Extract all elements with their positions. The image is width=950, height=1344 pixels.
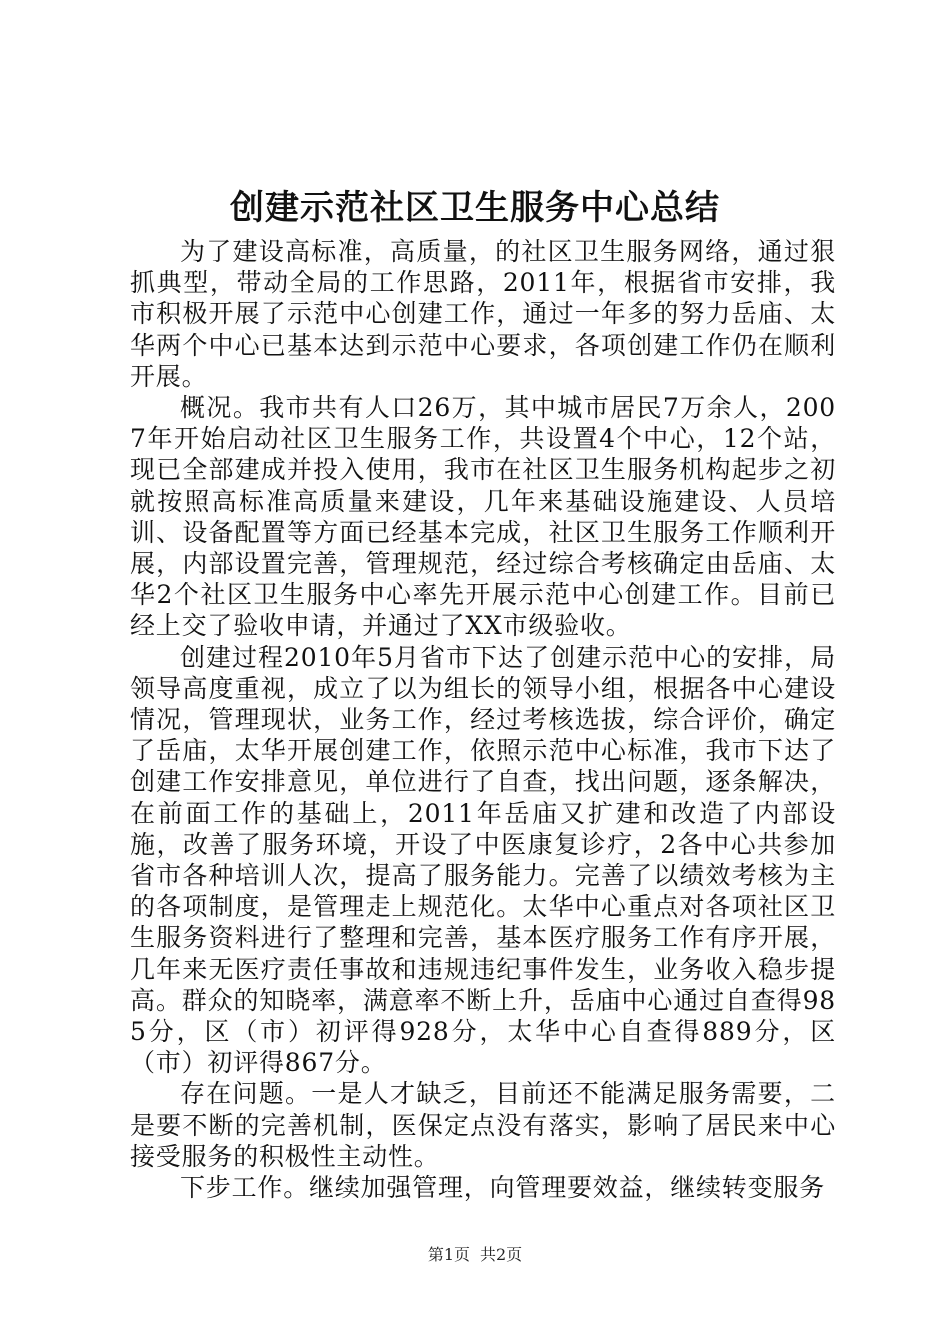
page-total: 共2页 xyxy=(480,1245,523,1264)
paragraph-next-steps: 下步工作。继续加强管理，向管理要效益，继续转变服务 xyxy=(180,1173,826,1203)
page-number: 第1页 xyxy=(427,1245,470,1264)
paragraph-overview: 概况。我市共有人口26万，其中城市居民7万余人，2007年开始启动社区卫生服务工作，共设置4个中心，12个站，现已全部建成并投入使用，我市在社区卫生服务机构起步之初就按照高标准高质量来建设，几年来基础设施建设、人员培训、设备配置等方面已经基本完成，社区卫生服务工作顺利开展，内部设置完善，管理规范，经过综合考核确定由岳庙、太华2个社区卫生服务中心率先开展示范中心创建工作。目前已经上交了验收申请，并通过了XX市级验收。 xyxy=(130,393,836,641)
document-title: 创建示范社区卫生服务中心总结 xyxy=(230,188,720,228)
page-footer xyxy=(0,1244,950,1266)
document-body xyxy=(130,236,836,1203)
paragraph-process: 创建过程2010年5月省市下达了创建示范中心的安排，局领导高度重视，成立了以为组长的领导小组，根据各中心建设情况，管理现状，业务工作，经过考核选拔，综合评价，确定了岳庙，太华开展创建工作，依照示范中心标准，我市下达了创建工作安排意见，单位进行了自查，找出问题，逐条解决，在前面工作的基础上，2011年岳庙又扩建和改造了内部设施，改善了服务环境，开设了中医康复诊疗，2各中心共参加省市各种培训人次，提高了服务能力。完善了以绩效考核为主的各项制度，是管理走上规范化。太华中心重点对各项社区卫生服务资料进行了整理和完善，基本医疗服务工作有序开展，几年来无医疗责任事故和违规违纪事件发生，业务收入稳步提高。群众的知晓率，满意率不断上升，岳庙中心通过自查得985分，区（市）初评得928分，太华中心自查得889分，区（市）初评得867分。 xyxy=(130,642,836,1078)
paragraph-intro: 为了建设高标准，高质量，的社区卫生服务网络，通过狠抓典型，带动全局的工作思路，2011年，根据省市安排，我市积极开展了示范中心创建工作，通过一年多的努力岳庙、太华两个中心已基本达到示范中心要求，各项创建工作仍在顺利开展。 xyxy=(130,237,836,391)
paragraph-problems: 存在问题。一是人才缺乏，目前还不能满足服务需要，二是要不断的完善机制，医保定点没有落实，影响了居民来中心接受服务的积极性主动性。 xyxy=(130,1079,836,1171)
